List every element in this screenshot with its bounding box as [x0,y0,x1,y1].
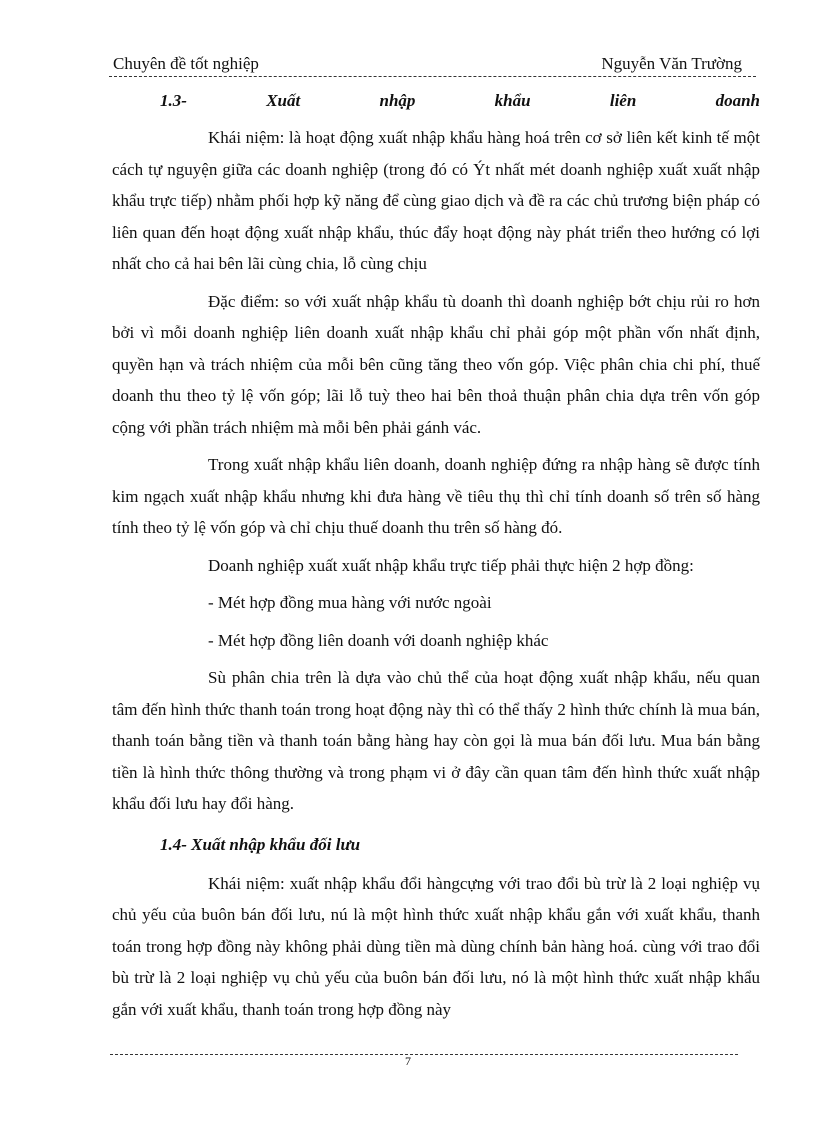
paragraph-two-contracts: Doanh nghiệp xuất xuất nhập khẩu trực tiếp phải thực hiện 2 hợp đồng: [208,555,694,575]
document-body [112,86,760,1025]
page-header [109,54,756,77]
bullet-item: - Mét hợp đồng liên doanh với doanh nghiệp khác [208,630,549,650]
heading-word: liên [609,91,637,110]
heading-word: khẩu [494,91,531,110]
bullet-item: - Mét hợp đồng mua hàng với nước ngoài [208,593,492,612]
page-number: 7 [405,1054,411,1068]
header-title: Chuyên đề tốt nghiệp [113,54,259,73]
heading-word: 1.3- [160,91,187,110]
heading-word: Xuất [266,91,301,110]
paragraph-joint-venture: Trong xuất nhập khẩu liên doanh, doanh nghiệp đứng ra nhập hàng sẽ được tính kim ngạch xuất nhập khẩu nhưng khi đưa hàng về tiêu thụ thì chỉ tính doanh số trên số hàng tính theo tỷ lệ vốn góp và chỉ chịu thuế doanh thu trên số hàng đó. [112,455,760,537]
section-heading-1-4: 1.4- Xuất nhập khẩu đối lưu [160,834,361,854]
paragraph-counter-trade: Khái niệm: xuất nhập khẩu đổi hàngcựng với trao đổi bù trừ là 2 loại nghiệp vụ chủ yếu của buôn bán đối lưu, nú là một hình thức xuất nhập khẩu gắn với xuất khẩu, thanh toán trong hợp đồng này không phải dùng tiền mà dùng chính bản hàng hoá. cùng với trao đổi bù trừ là 2 loại nghiệp vụ chủ yếu của buôn bán đối lưu, nó là một hình thức xuất nhập khẩu gắn với xuất khẩu, thanh toán trong hợp đồng này [112,873,760,1019]
paragraph-payment-forms: Sù phân chia trên là dựa vào chủ thể của hoạt động xuất nhập khẩu, nếu quan tâm đến hình thức thanh toán trong hoạt động này thì có thể thấy 2 hình thức chính là mua bán, thanh toán bằng tiền và thanh toán bằng hàng hay còn gọi là mua bán đối lưu. Mua bán bằng tiền là hình thức thông thường và trong phạm vi ở đây cần quan tâm đến hình thức xuất nhập khẩu đối lưu hay đổi hàng. [112,668,760,813]
paragraph-features: Đặc điểm: so với xuất nhập khẩu tù doanh thì doanh nghiệp bớt chịu rủi ro hơn bởi vì mỗi doanh nghiệp liên doanh xuất nhập khẩu chỉ phải góp một phần vốn nhất định, quyền hạn và trách nhiệm của mỗi bên cũng tăng theo vốn góp. Việc phân chia chi phí, thuế doanh thu theo tỷ lệ vốn góp; lãi lỗ tuỳ theo hai bên thoả thuận phân chia dựa trên vốn góp cộng với phần trách nhiệm mà mỗi bên phải gánh vác. [112,291,760,437]
section-heading-1-3 [112,86,760,116]
heading-word: doanh [715,91,760,110]
header-author: Nguyễn Văn Trường [601,54,742,73]
paragraph-concept: Khái niệm: là hoạt động xuất nhập khẩu hàng hoá trên cơ sở liên kết kinh tế một cách tự nguyện giữa các doanh nghiệp (trong đó có Ýt nhất mét doanh nghiệp xuất xuất nhập khẩu trực tiếp) nhằm phối hợp kỹ năng để cùng giao dịch và đề ra các chủ trương biện pháp có liên quan đến hoạt động xuất nhập khẩu, thúc đẩy hoạt động này phát triển theo hướng có lợi nhất cho cả hai bên lãi cùng chia, lỗ cùng chịu [112,128,760,273]
heading-word: nhập [379,91,416,110]
